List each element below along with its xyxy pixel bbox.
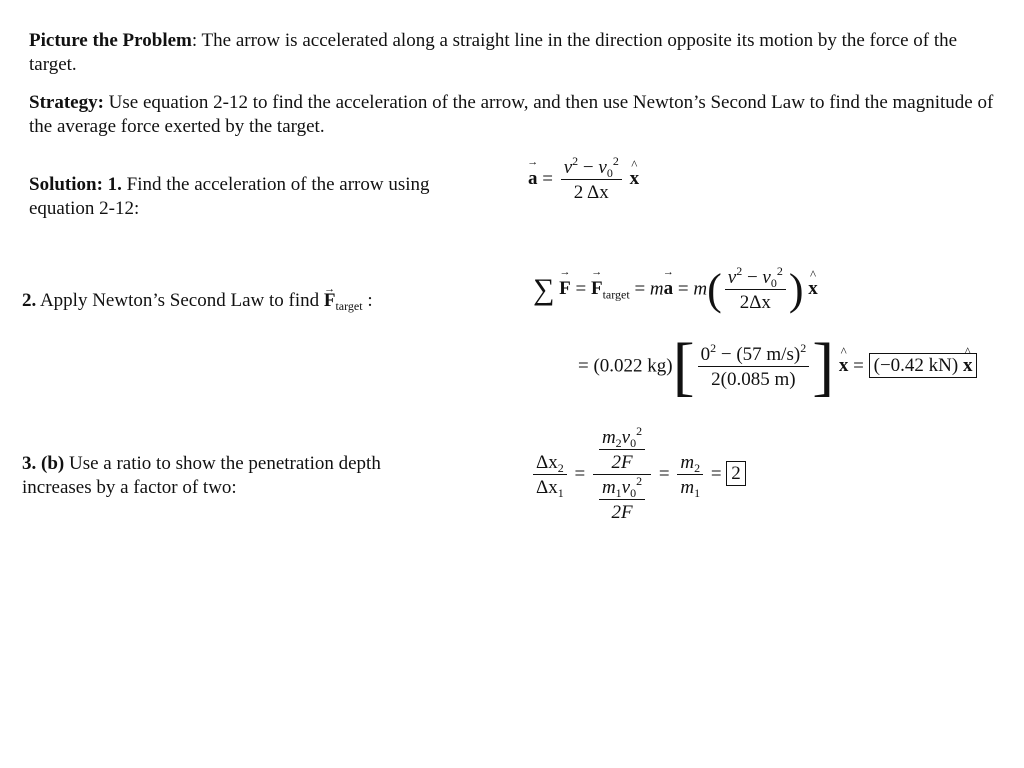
x-unit-vector: ^ x [630, 169, 640, 188]
force-subscript: target [335, 299, 363, 313]
picture-text: : The arrow is accelerated along a straight line in the direction opposite its motion by the force of the target. [29, 30, 958, 75]
right-bracket: ] [812, 330, 835, 403]
step-3-text [22, 452, 452, 500]
step-1-text [29, 173, 449, 221]
compound-fraction: $\frac{\frac{m_2v_0^2}{2F}}{\frac{m_1v_0^2}{2F}}$ [593, 428, 651, 522]
step-1-description: Find the acceleration of the arrow using equation 2-12: [29, 174, 430, 219]
step-3-description: Use a ratio to show the penetration depth increases by a factor of two: [22, 453, 381, 498]
fraction: $\frac{v^2 - v_0^2}{2\Delta x}$ [725, 268, 786, 312]
step-3-label: 3. [22, 453, 37, 474]
x-unit-vector: ^ x [808, 279, 818, 298]
fraction: $\frac{0^2 - (57 m/s)^2}{2(0.085 m)}$ [698, 345, 810, 389]
strategy-paragraph [29, 91, 1009, 139]
mass-ratio: $\frac{m_2}{m_1}$ [677, 453, 703, 497]
picture-label: Picture the Problem [29, 30, 192, 51]
target-force-vector: → F [591, 279, 603, 298]
force-vector: → F [324, 289, 336, 313]
force-vector: → F [559, 279, 571, 298]
step-1-label: Solution: 1. [29, 174, 122, 195]
part-label: (b) [41, 453, 65, 474]
step-2-text: 2. Apply Newton’s Second Law to find → $F_{target}$ : [22, 289, 373, 313]
equation-newton-second-law: ∑ → F = → $F_{target} = m\to a = m$( $\frac{v^2 - v_0^2}{2\Delta x}$ ) ^ x [533, 268, 818, 312]
step-2-description: Apply Newton’s Second Law to find [36, 290, 324, 311]
picture-the-problem-paragraph [29, 29, 1009, 77]
sum-symbol: ∑ [533, 273, 555, 306]
force-result: (−0.42 kN) [873, 355, 959, 377]
denominator: 2 Δx [573, 182, 609, 203]
mass-value: (0.022 kg) [593, 355, 673, 377]
left-bracket: [ [672, 330, 695, 403]
equation-force-value: = (0.022 kg)[ $\frac{0^2 - (57 m/s)^2}{2(0.085 m)}$ ] ^ x = (−0.42 kN) ^ x [578, 334, 977, 400]
left-paren: ( [707, 265, 722, 314]
acceleration-vector: → a [664, 279, 674, 298]
force-result-box: (−0.42 kN) ^ x [869, 353, 978, 378]
acceleration-vector: → a [528, 169, 538, 188]
answer-box: 2 [726, 461, 746, 486]
equation-acceleration [528, 154, 640, 203]
equation-depth-ratio: $\frac{\Delta x_2}{\Delta x_1}$ = $\frac{\frac{m_2v_0^2}{2F}}{\frac{m_1v_0^2}{2F}}$ = $\frac{m_2}{m_1}$ = 2 [530, 428, 746, 522]
step-2-label: 2. [22, 290, 37, 311]
strategy-text: Use equation 2-12 to find the acceleration of the arrow, and then use Newton’s Second Law to find the magnitude of the average force exerted by the target. [29, 92, 994, 137]
fraction: $\frac{v^2 - v_0^2}{2 \Delta x}$ [561, 158, 622, 202]
x-unit-vector: ^ x [839, 356, 849, 375]
right-paren: ) [788, 265, 804, 314]
delta-x-ratio: $\frac{\Delta x_2}{\Delta x_1}$ [533, 453, 567, 497]
strategy-label: Strategy: [29, 92, 104, 113]
v-symbol: v [563, 157, 573, 178]
equals-sign: = [542, 168, 553, 190]
mass-symbol: m [649, 278, 664, 300]
v0-symbol: v [598, 157, 607, 178]
